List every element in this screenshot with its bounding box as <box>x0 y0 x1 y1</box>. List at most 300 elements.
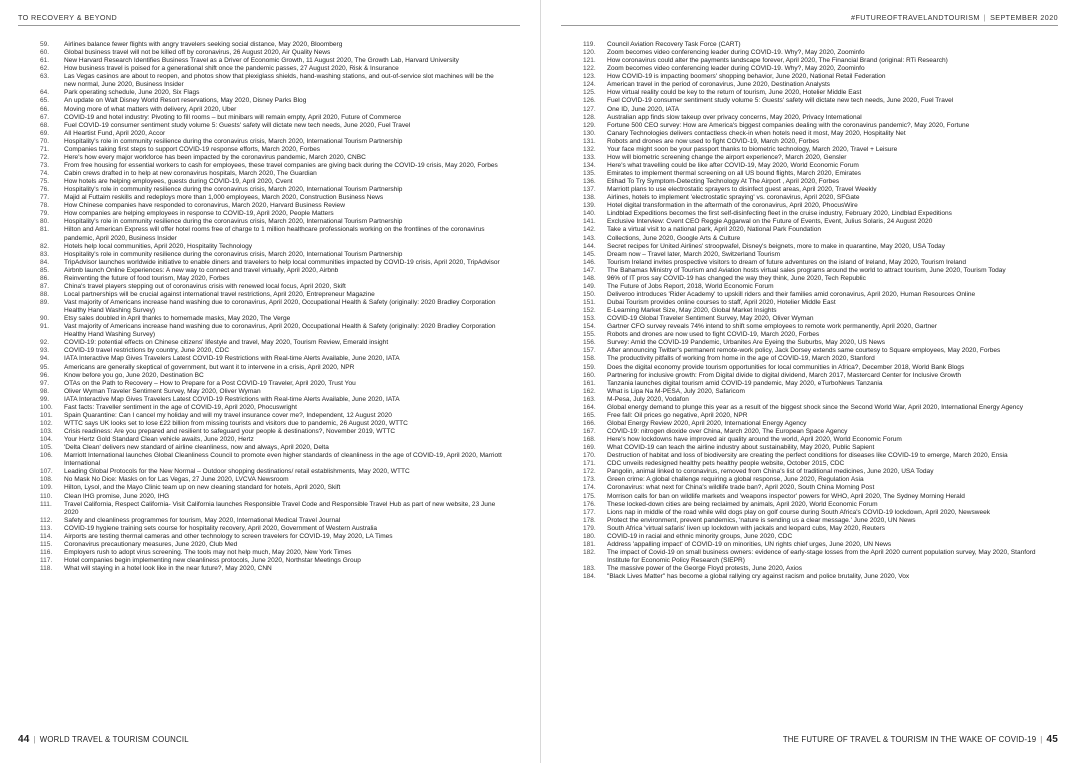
reference-text: Global business travel will not be killed off by coronavirus, 26 August 2020, Air Quality News <box>64 49 331 57</box>
reference-number: 152. <box>583 307 596 315</box>
reference-text: New Harvard Research Identifies Business Travel as a Driver of Economic Growth, 11 August 2020, The Growth Lab, Harvard University <box>64 57 459 65</box>
reference-item <box>583 380 1043 388</box>
footer-separator: | <box>33 735 36 744</box>
reference-item <box>40 476 502 484</box>
reference-item <box>583 275 1043 283</box>
reference-item <box>583 89 1043 97</box>
reference-number: 82. <box>40 242 50 250</box>
reference-item <box>40 267 502 275</box>
reference-text: OTAs on the Path to Recovery – How to Prepare for a Post COVID-19 Traveler, April 2020, Trust You <box>64 379 356 387</box>
reference-number: 175. <box>583 492 596 500</box>
reference-text: The massive power of the George Floyd protests, June 2020, Axios <box>607 565 803 573</box>
reference-text: Gartner CFO survey reveals 74% intend to shift some employees to remote work permanently, April 2020, Gartner <box>607 323 937 331</box>
reference-number: 171. <box>583 460 596 468</box>
reference-text: From free housing for essential workers to cash for employees, these travel companies are giving back during the COVID-19 crisis, May 2020, Forbes <box>64 161 498 169</box>
reference-item <box>40 154 502 162</box>
reference-text: 96% of IT pros say COVID-19 has changed the way they think, June 2020, Tech Republic <box>607 274 866 282</box>
reference-text: Moving more of what matters with delivery, April 2020, Uber <box>64 105 237 113</box>
reference-item <box>40 355 502 363</box>
reference-item <box>40 178 502 186</box>
reference-text: Cabin crews drafted in to help at new coronavirus hospitals, March 2020, The Guardian <box>64 170 317 177</box>
reference-text: COVID-19 Global Traveler Sentiment Survey, May 2020, Oliver Wyman <box>607 315 814 323</box>
reference-item <box>583 114 1043 122</box>
reference-number: 63. <box>40 73 50 81</box>
reference-text: Employers rush to adopt virus screening. The tools may not help much, May 2020, New York Times <box>64 548 352 556</box>
reference-item <box>583 138 1043 146</box>
reference-number: 125. <box>583 89 596 97</box>
reference-text: What COVID-19 can teach the airline industry about sustainability, May 2020, Public Sapient <box>607 444 875 452</box>
reference-text: Deliveroo introduces 'Rider Academy' to upskill riders and their families amid coronavirus, April 2020, Human Resources Online <box>607 290 976 298</box>
reference-item <box>583 49 1043 57</box>
reference-number: 169. <box>583 444 596 452</box>
reference-number: 90. <box>40 315 50 323</box>
reference-item <box>40 388 502 396</box>
reference-number: 134. <box>583 161 596 169</box>
reference-number: 119. <box>583 41 596 48</box>
reference-number: 140. <box>583 210 596 218</box>
reference-item <box>583 484 1043 492</box>
reference-text: Crisis readiness: Are you prepared and resilient to safeguard your people & destinations?, November 2019, WTTC <box>64 428 396 435</box>
reference-item <box>583 396 1043 404</box>
reference-number: 81. <box>40 226 50 234</box>
reference-number: 136. <box>583 178 596 186</box>
reference-text: IATA Interactive Map Gives Travelers Latest COVID-19 Restrictions with Real-time Alerts Available, June 2020, IATA <box>64 395 400 403</box>
reference-number: 108. <box>40 476 53 484</box>
page-number: 45 <box>1046 734 1058 745</box>
reference-item <box>583 194 1043 202</box>
reference-text: Destruction of habitat and loss of biodiversity are creating the perfect conditions for diseases like COVID-19 to emerge, March 2020, Ensia <box>607 452 1008 460</box>
reference-text: Majid al Futtaim reskills and redeploys more than 1,000 employees, March 2020, Construction Business News <box>64 194 384 202</box>
reference-text: Leading Global Protocols for the New Normal – Outdoor shopping destinations/ retail establishments, May 2020, WTTC <box>64 468 410 476</box>
page-footer <box>783 734 1058 745</box>
reference-item <box>40 412 502 420</box>
reference-item <box>583 412 1043 420</box>
reference-text: How companies are helping employees in response to COVID-19, April 2020, People Matters <box>64 210 334 218</box>
reference-number: 76. <box>40 186 50 194</box>
reference-text: Zoom becomes video conferencing leader during COVID-19. Why?, May 2020, Zoominfo <box>607 49 865 57</box>
reference-item <box>583 106 1043 114</box>
reference-item <box>583 307 1043 315</box>
right-page <box>540 0 1080 763</box>
footer-title: WORLD TRAVEL & TOURISM COUNCIL <box>39 735 189 744</box>
reference-text: Robots and drones are now used to fight COVID-19, March 2020, Forbes <box>607 331 820 339</box>
reference-number: 153. <box>583 315 596 323</box>
reference-item <box>40 41 502 49</box>
reference-number: 133. <box>583 153 596 161</box>
reference-number: 96. <box>40 371 50 379</box>
reference-number: 141. <box>583 218 596 226</box>
reference-item <box>583 501 1043 509</box>
reference-text: Coronavirus precautionary measures, June 2020, Club Med <box>64 540 238 548</box>
reference-text: How Chinese companies have responded to coronavirus, March 2020, Harvard Business Review <box>64 202 345 210</box>
reference-number: 130. <box>583 129 596 137</box>
reference-number: 120. <box>583 49 596 57</box>
reference-text: The Bahamas Ministry of Tourism and Aviation hosts virtual sales programs around the world to attract tourism, June 2020, Tourism Today <box>607 266 1006 274</box>
reference-item <box>583 73 1043 81</box>
reference-text: Airbnb launch Online Experiences: A new way to connect and travel virtually, April 2020, Airbnb <box>64 266 339 274</box>
reference-item <box>40 468 502 476</box>
reference-item <box>40 259 502 267</box>
reference-text: "Black Lives Matter" has become a global rallying cry against racism and police brutality, June 2020, Vox <box>607 573 910 581</box>
reference-number: 95. <box>40 363 50 371</box>
reference-text: Emirates to implement thermal screening on all US bound flights, March 2020, Emirates <box>607 170 861 177</box>
reference-item <box>40 299 502 315</box>
reference-number: 72. <box>40 153 50 161</box>
header-hashtag: #FUTUREOFTRAVELANDTOURISM <box>851 13 980 22</box>
reference-item <box>40 452 502 468</box>
reference-text: Hospitality's role in community resilience during the coronavirus crisis, March 2020, International Tourism Partnership <box>64 186 403 194</box>
reference-text: These locked-down cities are being reclaimed by animals, April 2020, World Economic Forum <box>607 500 878 508</box>
reference-text: Robots and drones are now used to fight COVID-19, March 2020, Forbes <box>607 137 820 145</box>
reference-number: 102. <box>40 419 53 427</box>
reference-text: Here's how lockdowns have improved air quality around the world, April 2020, World Economic Forum <box>607 436 902 444</box>
reference-number: 143. <box>583 234 596 242</box>
reference-item <box>583 251 1043 259</box>
reference-text: Your Hertz Gold Standard Clean vehicle awaits, June 2020, Hertz <box>64 436 254 444</box>
reference-item <box>583 444 1043 452</box>
reference-text: Travel California, Respect California- Visit California launches Responsible Travel Code and Responsible Travel Hub as part of new website, 23 June 2020 <box>64 500 496 516</box>
reference-text: Lindblad Expeditions becomes the first self-disinfecting fleet in the cruise industry, February 2020, Lindblad Expeditions <box>607 210 952 218</box>
reference-item <box>583 186 1043 194</box>
reference-number: 59. <box>40 41 50 48</box>
reference-text: One ID, June 2020, IATA <box>607 105 680 113</box>
reference-text: Tourism Ireland invites prospective visitors to dream of future adventures on the island of Ireland, May 2020, Tourism Ireland <box>607 258 967 266</box>
reference-text: China's travel players stepping out of coronavirus crisis with renewed local focus, April 2020, Skift <box>64 282 346 290</box>
reference-text: The productivity pitfalls of working from home in the age of COVID-19, March 2020, Stanford <box>607 355 875 363</box>
reference-text: TripAdvisor launches worldwide initiative to enable diners and travelers to help local communities impacted by COVID-19 crisis, April 2020, TripAdvisor <box>64 258 500 266</box>
reference-text: M-Pesa, July 2020, Vodafon <box>607 395 689 403</box>
reference-number: 145. <box>583 250 596 258</box>
reference-number: 167. <box>583 428 596 435</box>
reference-item <box>40 210 502 218</box>
reference-text: Address 'appalling impact' of COVID-19 on minorities, UN rights chief urges, June 2020, UN News <box>607 540 892 548</box>
reference-item <box>583 364 1043 372</box>
reference-number: 127. <box>583 105 596 113</box>
reference-text: Fast facts: Traveller sentiment in the age of COVID-19, April 2020, Phocuswright <box>64 403 297 411</box>
reference-item <box>583 533 1043 541</box>
reference-text: Coronavirus: what next for China's wildlife trade ban?, April 2020, South China Morning Post <box>607 484 875 492</box>
reference-number: 182. <box>583 548 596 556</box>
reference-text: What is Lipa Na M-PESA, July 2020, Safaricom <box>607 387 745 395</box>
reference-item <box>40 57 502 65</box>
reference-number: 65. <box>40 97 50 105</box>
reference-number: 117. <box>40 557 53 564</box>
reference-item <box>583 41 1043 49</box>
reference-item <box>583 162 1043 170</box>
reference-text: An update on Walt Disney World Resort reservations, May 2020, Disney Parks Blog <box>64 97 307 105</box>
reference-text: Know before you go, June 2020, Destination BC <box>64 371 204 379</box>
page-footer <box>18 734 189 745</box>
reference-text: How virtual reality could be key to the return of tourism, June 2020, Hotelier Middle East <box>607 89 862 97</box>
reference-item <box>40 347 502 355</box>
reference-number: 99. <box>40 395 50 403</box>
reference-text: WTTC says UK looks set to lose £22 billion from missing tourists and visitors due to pandemic, 26 August 2020, WTTC <box>64 419 408 427</box>
reference-number: 116. <box>40 548 53 556</box>
reference-item <box>40 251 502 259</box>
reference-text: Companies taking first steps to support COVID-19 response efforts, March 2020, Forbes <box>64 145 321 153</box>
reference-number: 79. <box>40 210 50 218</box>
reference-number: 122. <box>583 65 596 73</box>
reference-item <box>40 549 502 557</box>
reference-text: Here's what travelling could be like after COVID-19, May 2020, World Economic Forum <box>607 161 859 169</box>
reference-item <box>40 114 502 122</box>
reference-item <box>583 339 1043 347</box>
reference-number: 172. <box>583 468 596 476</box>
reference-text: Etsy sales doubled in April thanks to homemade masks, May 2020, The Verge <box>64 315 291 323</box>
reference-item <box>40 565 502 573</box>
reference-number: 87. <box>40 282 50 290</box>
reference-text: Las Vegas casinos are about to reopen, and photos show that plexiglass shields, hand-washing stations, and out-of-service slot machines will be the new normal, June 2020, Business Insider <box>64 73 494 89</box>
reference-item <box>40 372 502 380</box>
reference-number: 149. <box>583 282 596 290</box>
reference-number: 158. <box>583 355 596 363</box>
reference-item <box>40 275 502 283</box>
reference-text: COVID-19 hygiene training sets course for hospitality recovery, April 2020, Government of Western Australia <box>64 524 378 532</box>
reference-number: 61. <box>40 57 50 65</box>
reference-number: 176. <box>583 500 596 508</box>
reference-item <box>40 315 502 323</box>
reference-number: 105. <box>40 444 53 452</box>
reference-text: Airports are testing thermal cameras and other technology to screen travelers for COVID-19, May 2020, LA Times <box>64 532 393 540</box>
reference-item <box>40 525 502 533</box>
reference-number: 118. <box>40 565 53 573</box>
reference-item <box>583 428 1043 436</box>
reference-item <box>40 436 502 444</box>
reference-item <box>40 404 502 412</box>
reference-item <box>583 565 1043 573</box>
reference-item <box>583 436 1043 444</box>
reference-number: 93. <box>40 347 50 355</box>
reference-text: Australian app finds slow takeup over privacy concerns, May 2020, Privacy International <box>607 113 862 121</box>
reference-item <box>583 170 1043 178</box>
reference-number: 173. <box>583 476 596 484</box>
reference-number: 98. <box>40 387 50 395</box>
reference-text: Fuel COVID-19 consumer sentiment study volume 5: Guests' safety will dictate new tech needs, June 2020, Fuel Travel <box>607 97 954 105</box>
reference-text: 'Delta Clean' delivers new standard of airline cleanliness, now and always, April 2020, Delta <box>64 444 329 452</box>
reference-number: 138. <box>583 194 596 202</box>
reference-item <box>583 525 1043 533</box>
reference-item <box>583 81 1043 89</box>
reference-number: 92. <box>40 339 50 347</box>
reference-text: Fuel COVID-19 consumer sentiment study volume 5: Guests' safety will dictate new tech needs, June 2020, Fuel Travel <box>64 121 411 129</box>
reference-number: 137. <box>583 186 596 194</box>
reference-number: 160. <box>583 371 596 379</box>
reference-text: Exclusive Interview: Cvent CEO Reggie Aggarwal on the Future of Events, Event, Julius Solaris, 24 August 2020 <box>607 218 933 226</box>
reference-number: 64. <box>40 89 50 97</box>
reference-number: 159. <box>583 363 596 371</box>
reference-text: How COVID-19 is impacting boomers' shopping behavior, June 2020, National Retail Federation <box>607 73 886 81</box>
reference-text: COVID-19 travel restrictions by country, June 2020, CDC <box>64 347 230 355</box>
reference-number: 73. <box>40 161 50 169</box>
reference-item <box>40 501 502 517</box>
reference-text: Hospitality's role in community resilience during the coronavirus crisis, March 2020, International Tourism Partnership <box>64 137 403 145</box>
header-separator: | <box>983 13 987 22</box>
reference-number: 163. <box>583 395 596 403</box>
reference-number: 77. <box>40 194 50 202</box>
reference-item <box>583 97 1043 105</box>
reference-item <box>583 517 1043 525</box>
reference-text: COVID-19: potential effects on Chinese citizens' lifestyle and travel, May 2020, Tourism Review, Emerald insight <box>64 339 389 347</box>
reference-number: 181. <box>583 540 596 548</box>
reference-item <box>40 380 502 388</box>
reference-item <box>40 444 502 452</box>
reference-number: 129. <box>583 121 596 129</box>
reference-text: How will biometric screening change the airport experience?, March 2020, Gensler <box>607 153 847 161</box>
reference-text: Vast majority of Americans increase hand washing due to coronavirus, April 2020, Occupational Health & Safety (originally: 2020 Bradley Corporation Healthy Hand Washing Survey) <box>64 323 496 339</box>
reference-number: 109. <box>40 484 53 492</box>
reference-text: Collections, June 2020, Google Arts & Culture <box>607 234 741 242</box>
reference-item <box>40 106 502 114</box>
reference-number: 107. <box>40 468 53 476</box>
reference-text: Lions nap in middle of the road while wild dogs play on golf course during South Africa's COVID-19 lockdown, April 2020, Newsweek <box>607 508 990 516</box>
reference-number: 101. <box>40 411 53 419</box>
reference-item <box>583 299 1043 307</box>
reference-item <box>40 49 502 57</box>
reference-number: 62. <box>40 65 50 73</box>
running-header <box>851 13 1058 22</box>
reference-number: 142. <box>583 226 596 234</box>
reference-text: Hilton and American Express will offer hotel rooms free of charge to 1 million healthcare professionals working on the frontlines of the coronavirus pandemic, April 2020, Business Insider <box>64 226 485 242</box>
reference-number: 170. <box>583 452 596 460</box>
reference-text: Hotel companies begin implementing new cleanliness protocols, June 2020, Northstar Meetings Group <box>64 557 361 564</box>
reference-number: 147. <box>583 266 596 274</box>
reference-item <box>40 162 502 170</box>
reference-item <box>40 170 502 178</box>
reference-number: 111. <box>40 500 52 508</box>
reference-number: 128. <box>583 113 596 121</box>
reference-number: 131. <box>583 137 596 145</box>
reference-item <box>40 218 502 226</box>
reference-number: 168. <box>583 436 596 444</box>
reference-text: Clean IHG promise, June 2020, IHG <box>64 492 170 500</box>
reference-text: Global energy demand to plunge this year as a result of the biggest shock since the Second World War, April 2020, International Energy Agency <box>607 403 1023 411</box>
reference-text: COVID-19: nitrogen dioxide over China, March 2020, The European Space Agency <box>607 428 848 435</box>
reference-item <box>40 130 502 138</box>
reference-number: 113. <box>40 524 53 532</box>
reference-text: Zoom becomes video conferencing leader during COVID-19. Why?, May 2020, Zoominfo <box>607 65 865 73</box>
reference-text: How coronavirus could alter the payments landscape forever, April 2020, The Financial Brand (original: RTi Research) <box>607 57 948 65</box>
reference-item <box>583 331 1043 339</box>
reference-number: 184. <box>583 573 596 581</box>
reference-text: Hotel digital transformation in the aftermath of the coronavirus, April 2020, PhocusWire <box>607 202 858 210</box>
reference-number: 156. <box>583 339 596 347</box>
reference-text: Vast majority of Americans increase hand washing due to coronavirus, April 2020, Occupational Health & Safety (originally: 2020 Bradley Corporation Healthy Hand Washing Survey) <box>64 299 496 315</box>
reference-text: American travel in the period of coronavirus, June 2020, Destination Analysts <box>607 81 831 89</box>
reference-item <box>40 396 502 404</box>
reference-item <box>40 291 502 299</box>
reference-number: 75. <box>40 178 50 186</box>
reference-item <box>583 452 1043 460</box>
reference-number: 71. <box>40 145 50 153</box>
reference-text: Protect the environment, prevent pandemics, 'nature is sending us a clear message.' June 2020, UN News <box>607 516 916 524</box>
reference-item <box>583 509 1043 517</box>
reference-number: 177. <box>583 508 596 516</box>
reference-number: 84. <box>40 258 50 266</box>
reference-text: Canary Technologies delivers contactless check-in when hotels need it most, May 2020, Hospitality Net <box>607 129 906 137</box>
reference-text: Tanzania launches digital tourism amid COVID-19 pandemic, May 2020, eTurboNews Tanzania <box>607 379 883 387</box>
reference-number: 146. <box>583 258 596 266</box>
reference-item <box>40 493 502 501</box>
reference-number: 91. <box>40 323 50 331</box>
reference-item <box>583 130 1043 138</box>
reference-number: 112. <box>40 516 53 524</box>
reference-number: 100. <box>40 403 53 411</box>
reference-text: South Africa 'virtual safaris' liven up lockdown with jackals and leopard cubs, May 2020, Reuters <box>607 524 885 532</box>
reference-text: COVID-19 and hotel industry: Pivoting to fill rooms – but minibars will remain empty, April 2020, Future of Commerce <box>64 113 402 121</box>
header-rule <box>561 25 1058 26</box>
reference-text: After announcing Twitter's permanent remote-work policy, Jack Dorsey extends same courtesy to Square employees, May 2020, Forbes <box>607 347 1001 355</box>
reference-item <box>40 243 502 251</box>
reference-number: 104. <box>40 436 53 444</box>
reference-item <box>583 202 1043 210</box>
reference-item <box>40 364 502 372</box>
reference-number: 166. <box>583 419 596 427</box>
reference-number: 121. <box>583 57 596 65</box>
reference-item <box>583 372 1043 380</box>
reference-item <box>583 404 1043 412</box>
reference-text: IATA Interactive Map Gives Travelers Latest COVID-19 Restrictions with Real-time Alerts Available, June 2020, IATA <box>64 355 400 363</box>
reference-item <box>583 460 1043 468</box>
reference-number: 74. <box>40 170 50 177</box>
reference-item <box>583 226 1043 234</box>
reference-text: Park operating schedule, June 2020, Six Flags <box>64 89 200 97</box>
reference-number: 139. <box>583 202 596 210</box>
reference-number: 114. <box>40 532 53 540</box>
reference-number: 174. <box>583 484 596 492</box>
page-number: 44 <box>18 734 30 745</box>
reference-item <box>583 541 1043 549</box>
reference-number: 115. <box>40 540 53 548</box>
reference-number: 69. <box>40 129 50 137</box>
reference-number: 103. <box>40 428 53 435</box>
reference-text: Americans are generally skeptical of government, but want it to intervene in a crisis, April 2020, NPR <box>64 363 355 371</box>
reference-text: Partnering for inclusive growth: From Digital divide to digital dividend, March 2017, Mastercard Center for Inclusive Growth <box>607 371 962 379</box>
reference-item <box>583 57 1043 65</box>
reference-item <box>583 347 1043 355</box>
reference-number: 70. <box>40 137 50 145</box>
reference-text: Etihad To Try Symptom-Detecting Technology At The Airport , April 2020, Forbes <box>607 178 840 186</box>
reference-text: Council Aviation Recovery Task Force (CART) <box>607 41 741 48</box>
reference-number: 67. <box>40 113 50 121</box>
reference-item <box>40 65 502 73</box>
reference-text: CDC unveils redesigned healthy pets healthy people website, October 2015, CDC <box>607 460 845 468</box>
reference-text: Your face might soon be your passport thanks to biometric technology, March 2020, Travel + Leisure <box>607 145 898 153</box>
reference-text: Take a virtual visit to a national park, April 2020, National Park Foundation <box>607 226 821 234</box>
reference-item <box>583 420 1043 428</box>
reference-item <box>583 355 1043 363</box>
reference-item <box>40 541 502 549</box>
reference-text: Reinventing the future of food tourism, May 2020, Forbes <box>64 274 230 282</box>
reference-item <box>40 138 502 146</box>
reference-number: 161. <box>583 379 596 387</box>
reference-number: 66. <box>40 105 50 113</box>
reference-item <box>583 65 1043 73</box>
reference-text: All Heartist Fund, April 2020, Accor <box>64 129 166 137</box>
reference-text: Free fall: Oil prices go negative, April 2020, NPR <box>607 411 748 419</box>
reference-number: 132. <box>583 145 596 153</box>
running-header: TO RECOVERY & BEYOND <box>18 13 118 22</box>
reference-number: 124. <box>583 81 596 89</box>
reference-number: 80. <box>40 218 50 226</box>
references-list <box>583 41 1043 581</box>
reference-item <box>40 283 502 291</box>
reference-text: COVID-19 in racial and ethnic minority groups, June 2020, CDC <box>607 532 793 540</box>
reference-item <box>583 549 1043 565</box>
reference-item <box>40 73 502 89</box>
reference-text: Hilton, Lysol, and the Mayo Clinic team up on new cleaning standard for hotels, April 2020, Skift <box>64 484 341 492</box>
reference-item <box>583 476 1043 484</box>
reference-number: 68. <box>40 121 50 129</box>
